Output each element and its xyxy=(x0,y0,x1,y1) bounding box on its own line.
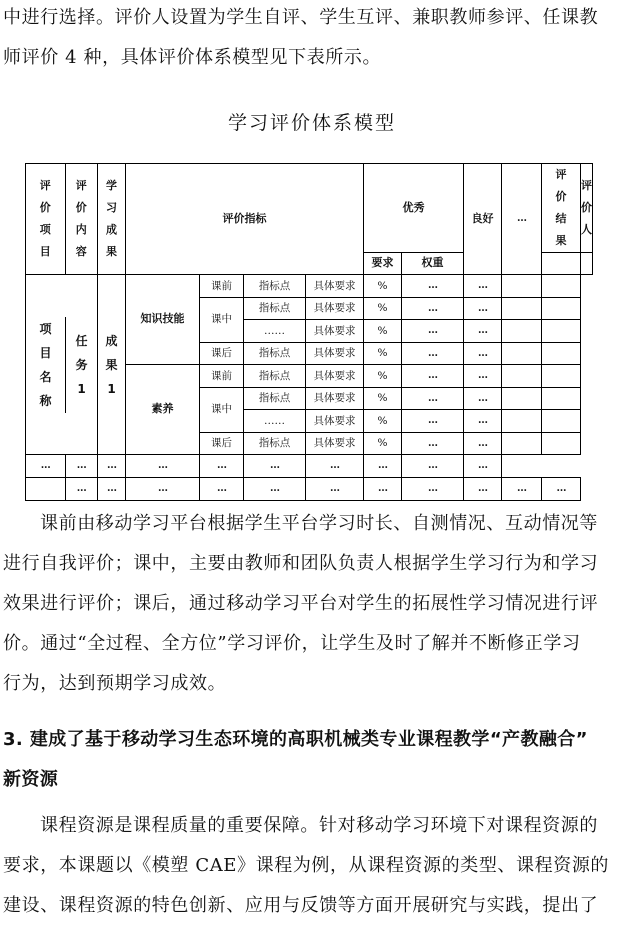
paragraph-top-line-1: 中进行选择。评价人设置为学生自评、学生互评、兼职教师参评、任课教 xyxy=(3,7,599,28)
continuation-dash: … xyxy=(65,455,97,478)
weight-percent: % xyxy=(364,275,402,298)
empty-cell xyxy=(542,297,581,320)
weight-percent: % xyxy=(364,365,402,388)
paragraph-bottom-line-1: 课程资源是课程质量的重要保障。针对移动学习环境下对课程资源的 xyxy=(40,815,598,836)
paragraph-mid-line-2: 进行自我评价；课中，主要由教师和团队负责人根据学生学习行为和学习 xyxy=(3,553,599,574)
empty-cell xyxy=(542,387,581,410)
specific-requirement: 具体要求 xyxy=(306,275,364,298)
paragraph-bottom-line-2: 要求，本课题以《模塑 CAE》课程为例，从课程资源的类型、课程资源的 xyxy=(3,855,610,876)
empty-cell xyxy=(502,410,542,433)
empty-cell xyxy=(542,410,581,433)
section-heading-line-2: 新资源 xyxy=(3,769,59,790)
empty-cell xyxy=(542,342,581,365)
continuation-dash: … xyxy=(364,455,402,478)
continuation-dash: … xyxy=(65,478,97,501)
specific-requirement: 具体要求 xyxy=(306,432,364,455)
empty-cell xyxy=(542,275,581,298)
empty-cell xyxy=(502,297,542,320)
empty-cell xyxy=(502,275,542,298)
specific-requirement: 具体要求 xyxy=(306,387,364,410)
good-dash: … xyxy=(402,410,464,433)
header-more: … xyxy=(502,164,542,275)
evaluation-model-table xyxy=(25,163,593,501)
result-1-label: 成 果 1 xyxy=(98,275,126,455)
more-dash: … xyxy=(464,387,502,410)
empty-cell xyxy=(502,342,542,365)
project-name-label: 项 目 名 称 xyxy=(26,317,66,413)
header-weight: 权重 xyxy=(402,253,464,275)
header-project: 评 价 项 目 xyxy=(26,164,66,275)
header-indicator: 评价指标 xyxy=(126,164,364,275)
phase-during: 课中 xyxy=(200,297,244,342)
paragraph-top-line-2: 师评价 4 种，具体评价体系模型见下表所示。 xyxy=(3,47,382,68)
specific-requirement: 具体要求 xyxy=(306,297,364,320)
continuation-dash: … xyxy=(98,478,126,501)
table-title: 学习评价体系模型 xyxy=(227,112,396,134)
header-result: 评 价 结 果 xyxy=(542,164,581,253)
continuation-dash: … xyxy=(244,455,306,478)
indicator-point: 指标点 xyxy=(244,432,306,455)
indicator-point: 指标点 xyxy=(244,275,306,298)
phase-after: 课后 xyxy=(200,342,244,365)
continuation-dash: … xyxy=(200,455,244,478)
indicator-point: 指标点 xyxy=(244,342,306,365)
good-dash: … xyxy=(402,387,464,410)
indicator-point: 指标点 xyxy=(244,297,306,320)
more-dash: … xyxy=(464,320,502,343)
literacy-label: 素养 xyxy=(126,365,200,455)
more-dash: … xyxy=(464,365,502,388)
knowledge-label: 知识技能 xyxy=(126,275,200,365)
continuation-dash: … xyxy=(200,478,244,501)
continuation-dash: … xyxy=(402,478,464,501)
empty-cell xyxy=(542,253,581,275)
continuation-dash: … xyxy=(464,455,502,478)
header-requirement: 要求 xyxy=(364,253,402,275)
specific-requirement: 具体要求 xyxy=(306,320,364,343)
more-dash: … xyxy=(464,432,502,455)
weight-percent: % xyxy=(364,297,402,320)
more-dash: … xyxy=(464,410,502,433)
section-heading-line-1: 3. 建成了基于移动学习生态环境的高职机械类专业课程教学“产教融合” xyxy=(3,729,588,750)
specific-requirement: 具体要求 xyxy=(306,342,364,365)
empty-cell xyxy=(502,365,542,388)
good-dash: … xyxy=(402,432,464,455)
good-dash: … xyxy=(402,342,464,365)
empty-cell xyxy=(26,478,66,501)
project-name-cell xyxy=(26,275,98,455)
continuation-dash: … xyxy=(502,478,542,501)
continuation-dash: … xyxy=(364,478,402,501)
continuation-dash: … xyxy=(306,455,364,478)
good-dash: … xyxy=(402,320,464,343)
good-dash: … xyxy=(402,275,464,298)
empty-cell xyxy=(542,320,581,343)
continuation-dash: … xyxy=(98,455,126,478)
continuation-dash: … xyxy=(464,478,502,501)
more-dash: … xyxy=(464,297,502,320)
task-label: 任 务 1 xyxy=(75,333,88,396)
empty-cell xyxy=(581,253,593,275)
empty-cell xyxy=(542,365,581,388)
empty-cell xyxy=(502,320,542,343)
indicator-ellipsis: …… xyxy=(244,320,306,343)
continuation-dash: … xyxy=(542,478,581,501)
continuation-dash: … xyxy=(26,455,66,478)
header-excellent: 优秀 xyxy=(364,164,464,253)
header-content: 评 价 内 容 xyxy=(65,164,97,275)
weight-percent: % xyxy=(364,387,402,410)
paragraph-mid-line-5: 行为，达到预期学习成效。 xyxy=(3,673,227,694)
weight-percent: % xyxy=(364,342,402,365)
phase-before: 课前 xyxy=(200,275,244,298)
continuation-dash: … xyxy=(126,478,200,501)
phase-before: 课前 xyxy=(200,365,244,388)
indicator-point: 指标点 xyxy=(244,387,306,410)
weight-percent: % xyxy=(364,320,402,343)
more-dash: … xyxy=(464,342,502,365)
weight-percent: % xyxy=(364,432,402,455)
continuation-dash: … xyxy=(244,478,306,501)
continuation-dash: … xyxy=(126,455,200,478)
header-good: 良好 xyxy=(464,164,502,275)
paragraph-mid-line-1: 课前由移动学习平台根据学生平台学习时长、自测情况、互动情况等 xyxy=(40,513,598,534)
phase-after: 课后 xyxy=(200,432,244,455)
paragraph-bottom-line-3: 建设、课程资源的特色创新、应用与反馈等方面开展研究与实践，提出了 xyxy=(3,895,599,916)
header-evaluator: 评 价 人 xyxy=(581,164,593,253)
indicator-ellipsis: …… xyxy=(244,410,306,433)
continuation-dash: … xyxy=(402,455,464,478)
paragraph-mid-line-3: 效果进行评价；课后，通过移动学习平台对学生的拓展性学习情况进行评 xyxy=(3,593,599,614)
continuation-dash: … xyxy=(306,478,364,501)
specific-requirement: 具体要求 xyxy=(306,410,364,433)
empty-cell xyxy=(502,432,542,455)
good-dash: … xyxy=(402,297,464,320)
indicator-point: 指标点 xyxy=(244,365,306,388)
good-dash: … xyxy=(402,365,464,388)
empty-cell xyxy=(502,387,542,410)
paragraph-mid-line-4: 价。通过“全过程、全方位”学习评价，让学生及时了解并不断修正学习 xyxy=(3,633,581,654)
specific-requirement: 具体要求 xyxy=(306,365,364,388)
more-dash: … xyxy=(464,275,502,298)
header-outcome: 学 习 成 果 xyxy=(98,164,126,275)
phase-during: 课中 xyxy=(200,387,244,432)
empty-cell xyxy=(542,432,581,455)
weight-percent: % xyxy=(364,410,402,433)
